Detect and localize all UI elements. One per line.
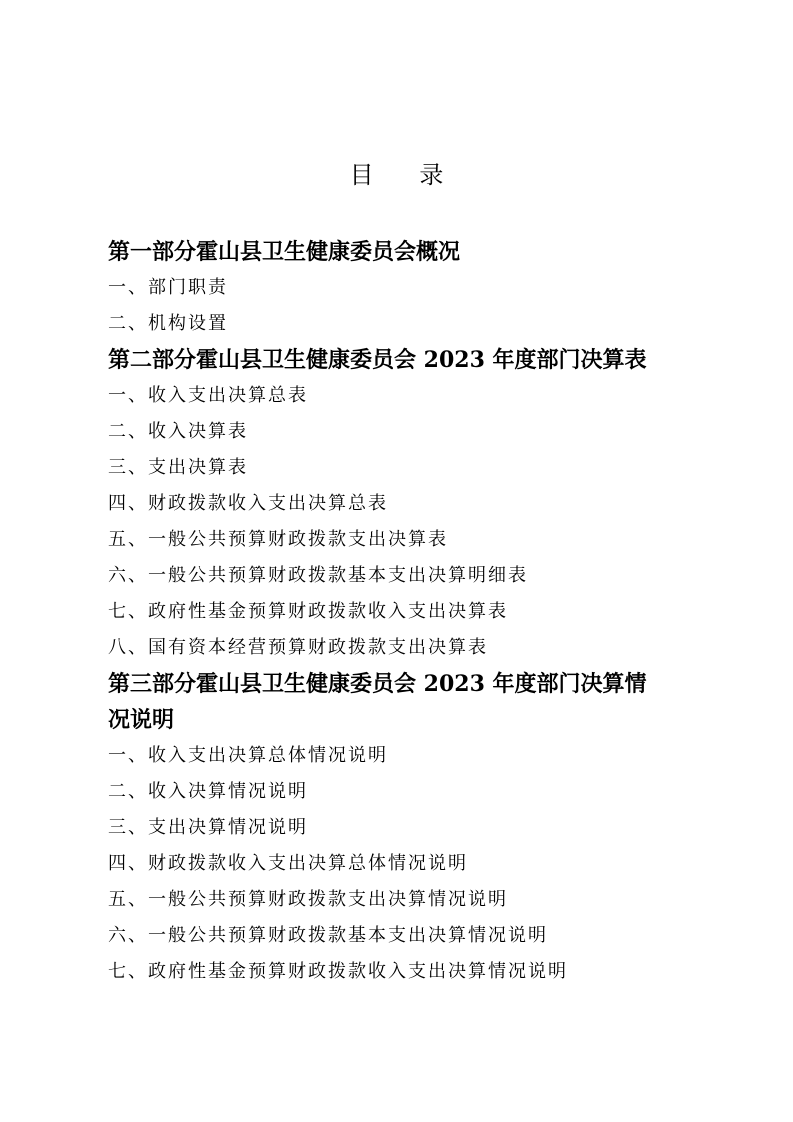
toc-item[interactable]: 五、一般公共预算财政拨款支出决算表	[108, 529, 448, 550]
toc-item[interactable]: 六、一般公共预算财政拨款基本支出决算情况说明	[108, 925, 548, 946]
toc-part-1-heading[interactable]: 第一部分霍山县卫生健康委员会概况	[108, 239, 461, 265]
toc-item[interactable]: 一、收入支出决算总表	[108, 385, 308, 406]
toc-item[interactable]: 四、财政拨款收入支出决算总表	[108, 493, 388, 514]
toc-item[interactable]: 一、部门职责	[108, 277, 228, 298]
toc-item[interactable]: 七、政府性基金预算财政拨款收入支出决算表	[108, 601, 508, 622]
table-of-contents	[108, 234, 708, 990]
toc-item[interactable]: 八、国有资本经营预算财政拨款支出决算表	[108, 637, 488, 658]
toc-item[interactable]: 三、支出决算表	[108, 457, 248, 478]
page-title: 目 录	[349, 161, 444, 189]
toc-item[interactable]: 一、收入支出决算总体情况说明	[108, 745, 388, 766]
toc-item[interactable]: 二、机构设置	[108, 313, 228, 334]
toc-part-3-heading-line-1[interactable]: 第三部分霍山县卫生健康委员会 2023 年度部门决算情	[108, 671, 647, 697]
toc-item[interactable]: 四、财政拨款收入支出决算总体情况说明	[108, 853, 468, 874]
toc-part-2-heading[interactable]: 第二部分霍山县卫生健康委员会 2023 年度部门决算表	[108, 347, 647, 373]
toc-item[interactable]: 二、收入决算表	[108, 421, 248, 442]
toc-item[interactable]: 七、政府性基金预算财政拨款收入支出决算情况说明	[108, 961, 568, 982]
toc-item[interactable]: 五、一般公共预算财政拨款支出决算情况说明	[108, 889, 508, 910]
toc-item[interactable]: 六、一般公共预算财政拨款基本支出决算明细表	[108, 565, 528, 586]
toc-item[interactable]: 三、支出决算情况说明	[108, 817, 308, 838]
toc-part-3-heading-line-2[interactable]: 况说明	[108, 707, 175, 733]
toc-item[interactable]: 二、收入决算情况说明	[108, 781, 308, 802]
